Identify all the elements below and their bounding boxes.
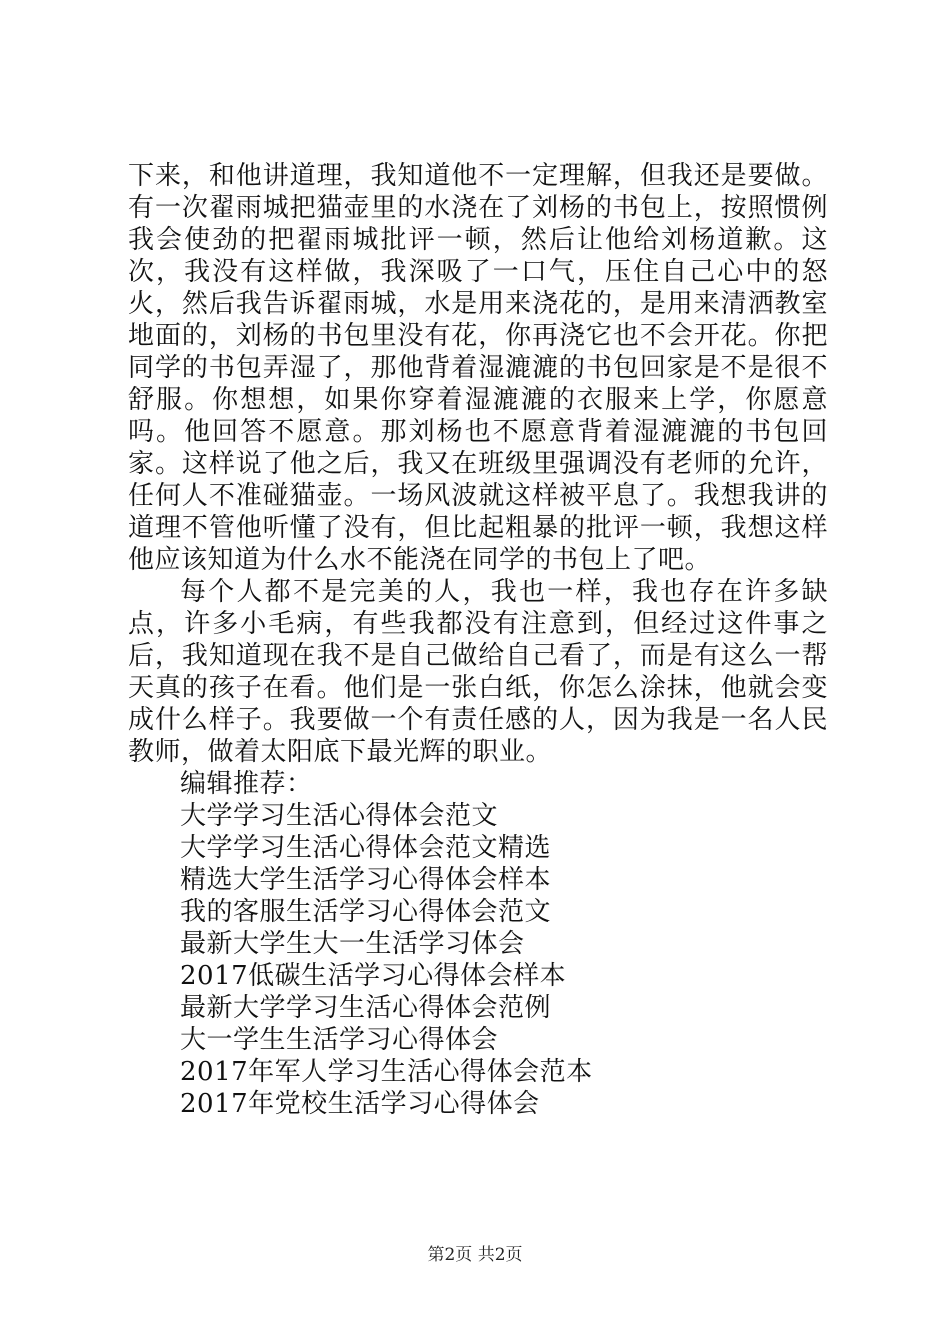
paragraph-1: 下来，和他讲道理，我知道他不一定理解，但我还是要做。有一次翟雨城把猫壶里的水浇在了刘杨的书包上，按照惯例我会使劲的把翟雨城批评一顿，然后让他给刘杨道歉。这次，我没有这样做，我深吸了一口气，压住自己心中的怒火，然后我告诉翟雨城，水是用来浇花的，是用来清洒教室地面的，刘杨的书包里没有花，你再浇它也不会开花。你把同学的书包弄湿了，那他背着湿漉漉的书包回家是不是很不舒服。你想想，如果你穿着湿漉漉的衣服来上学，你愿意吗。他回答不愿意。那刘杨也不愿意背着湿漉漉的书包回家。这样说了他之后，我又在班级里强调没有老师的允许，任何人不准碰猫壶。一场风波就这样被平息了。我想我讲的道理不管他听懂了没有，但比起粗暴的批评一顿，我想这样他应该知道为什么水不能浇在同学的书包上了吧。 bbox=[128, 161, 828, 575]
recommend-item[interactable]: 大学学习生活心得体会范文 bbox=[180, 801, 499, 831]
page-number-footer: 第2页 共2页 bbox=[427, 1245, 523, 1265]
recommend-item[interactable]: 最新大学学习生活心得体会范例 bbox=[180, 993, 552, 1023]
recommend-heading: 编辑推荐： bbox=[180, 769, 313, 799]
recommend-item[interactable]: 大学学习生活心得体会范文精选 bbox=[180, 833, 552, 863]
paragraph-2: 每个人都不是完美的人，我也一样，我也存在许多缺点，许多小毛病，有些我都没有注意到，但经过这件事之后，我知道现在我不是自己做给自己看了，而是有这么一帮天真的孩子在看。他们是一张白纸，你怎么涂抹，他就会变成什么样子。我要做一个有责任感的人，因为我是一名人民教师，做着太阳底下最光辉的职业。 bbox=[128, 577, 828, 767]
recommend-item[interactable]: 大一学生生活学习心得体会 bbox=[180, 1025, 499, 1055]
recommend-item[interactable]: 最新大学生大一生活学习体会 bbox=[180, 929, 525, 959]
recommend-item[interactable]: 2017低碳生活学习心得体会样本 bbox=[180, 961, 567, 991]
recommend-list bbox=[128, 800, 828, 1120]
recommend-item[interactable]: 2017年党校生活学习心得体会 bbox=[180, 1089, 540, 1119]
document-body bbox=[128, 160, 828, 1120]
recommend-item[interactable]: 我的客服生活学习心得体会范文 bbox=[180, 897, 552, 927]
recommend-item[interactable]: 2017年军人学习生活心得体会范本 bbox=[180, 1057, 593, 1087]
recommend-item[interactable]: 精选大学生活学习心得体会样本 bbox=[180, 865, 552, 895]
